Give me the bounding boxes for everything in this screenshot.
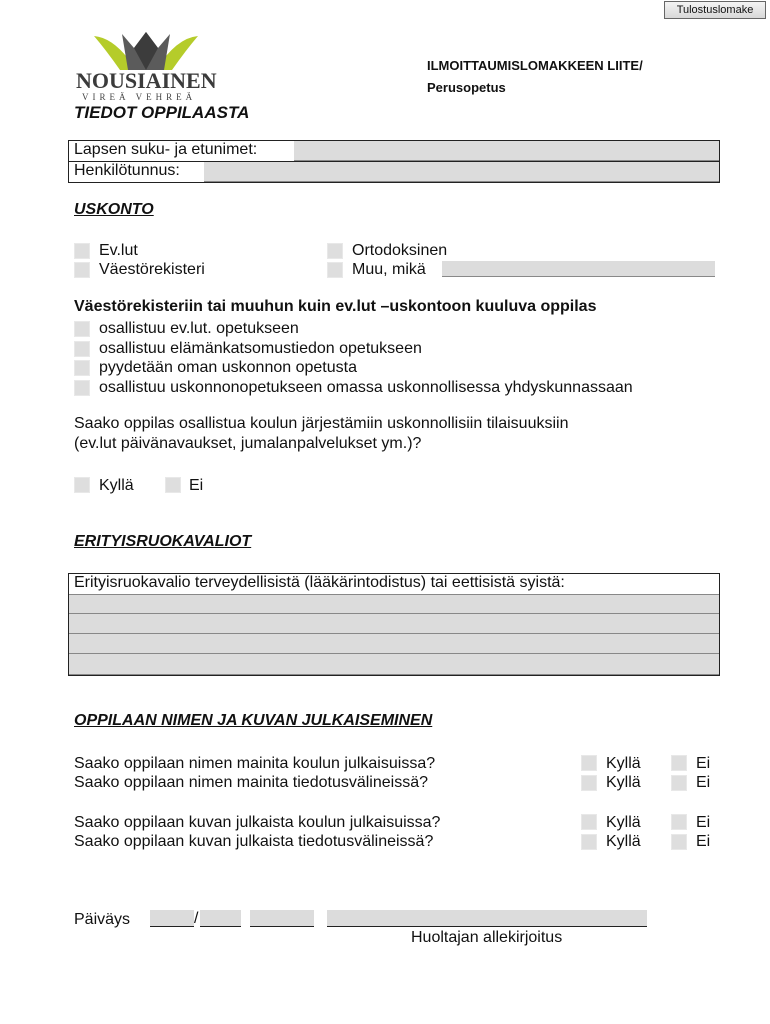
sub-option-checkbox-1[interactable]	[74, 321, 90, 337]
publish-question: Saako oppilaan kuvan julkaista tiedotusvälineissä?	[74, 833, 434, 850]
photo-media-no-checkbox[interactable]	[671, 834, 687, 850]
sub-option-label: pyydetään oman uskonnon opetusta	[99, 359, 357, 376]
publish-question: Saako oppilaan nimen mainita tiedotusvälineissä?	[74, 774, 428, 791]
religion-subheading: Väestörekisteriin tai muuhun kuin ev.lut –uskontoon kuuluva oppilas	[74, 298, 597, 315]
signature-field[interactable]	[327, 910, 647, 927]
photo-school-no-checkbox[interactable]	[671, 814, 687, 830]
other-religion-field[interactable]	[442, 261, 715, 277]
events-question-line1: Saako oppilas osallistua koulun järjestämiin uskonnollisiin tilaisuuksiin	[74, 415, 569, 432]
name-media-yes-checkbox[interactable]	[581, 775, 597, 791]
publish-question: Saako oppilaan kuvan julkaista koulun julkaisuissa?	[74, 814, 441, 831]
population-register-checkbox[interactable]	[74, 262, 90, 278]
diet-label: Erityisruokavalio terveydellisistä (lääkärintodistus) tai eettisistä syistä:	[74, 574, 565, 591]
yes-label: Kyllä	[606, 774, 641, 791]
name-media-no-checkbox[interactable]	[671, 775, 687, 791]
no-label: Ei	[696, 774, 711, 791]
diet-field-2[interactable]	[69, 614, 719, 634]
date-day-field[interactable]	[150, 910, 194, 927]
no-label: Ei	[696, 755, 711, 772]
photo-media-yes-checkbox[interactable]	[581, 834, 597, 850]
other-religion-checkbox[interactable]	[327, 262, 343, 278]
section-publish-heading: OPPILAAN NIMEN JA KUVAN JULKAISEMINEN	[74, 712, 433, 729]
yes-label: Kyllä	[606, 814, 641, 831]
name-school-no-checkbox[interactable]	[671, 755, 687, 771]
events-no-label: Ei	[189, 477, 204, 494]
other-religion-label: Muu, mikä	[352, 261, 426, 278]
date-year-field[interactable]	[250, 910, 314, 927]
no-label: Ei	[696, 833, 711, 850]
logo-name: NOUSIAINEN	[76, 68, 217, 93]
date-label: Päiväys	[74, 911, 131, 928]
print-form-button[interactable]: Tulostuslomake	[664, 1, 766, 19]
section-diet-heading: ERITYISRUOKAVALIOT	[74, 533, 252, 550]
photo-school-yes-checkbox[interactable]	[581, 814, 597, 830]
orthodox-checkbox[interactable]	[327, 243, 343, 259]
form-title: ILMOITTAUMISLOMAKKEEN LIITE/	[427, 58, 643, 73]
child-name-field[interactable]	[294, 141, 719, 161]
events-yes-label: Kyllä	[99, 477, 134, 494]
no-label: Ei	[696, 814, 711, 831]
events-yes-checkbox[interactable]	[74, 477, 90, 493]
signature-label: Huoltajan allekirjoitus	[411, 929, 563, 946]
date-separator: /	[194, 910, 199, 927]
orthodox-label: Ortodoksinen	[352, 242, 448, 259]
section-religion-heading: USKONTO	[74, 201, 154, 218]
personal-id-field[interactable]	[204, 162, 719, 182]
publish-question: Saako oppilaan nimen mainita koulun julkaisuissa?	[74, 755, 436, 772]
events-question-line2: (ev.lut päivänavaukset, jumalanpalvelukset ym.)?	[74, 435, 422, 452]
student-info-table	[68, 140, 720, 183]
diet-field-1[interactable]	[69, 594, 719, 614]
sub-option-checkbox-3[interactable]	[74, 360, 90, 376]
sub-option-checkbox-2[interactable]	[74, 341, 90, 357]
events-no-checkbox[interactable]	[165, 477, 181, 493]
name-label: Lapsen suku- ja etunimet:	[74, 141, 258, 158]
sub-option-label: osallistuu elämänkatsomustiedon opetukseen	[99, 340, 422, 357]
logo-tagline: VIREÄ VEHREÄ	[82, 92, 197, 102]
date-month-field[interactable]	[200, 910, 241, 927]
logo	[76, 30, 216, 106]
yes-label: Kyllä	[606, 833, 641, 850]
evlut-checkbox[interactable]	[74, 243, 90, 259]
id-label: Henkilötunnus:	[74, 162, 180, 179]
sub-option-label: osallistuu uskonnonopetukseen omassa uskonnollisessa yhdyskunnassaan	[99, 379, 633, 396]
form-subtitle: Perusopetus	[427, 80, 506, 95]
diet-field-3[interactable]	[69, 634, 719, 654]
evlut-label: Ev.lut	[99, 242, 138, 259]
sub-option-label: osallistuu ev.lut. opetukseen	[99, 320, 299, 337]
yes-label: Kyllä	[606, 755, 641, 772]
diet-field-4[interactable]	[69, 654, 719, 675]
name-school-yes-checkbox[interactable]	[581, 755, 597, 771]
diet-table	[68, 573, 720, 676]
sub-option-checkbox-4[interactable]	[74, 380, 90, 396]
section-student-heading: TIEDOT OPPILAASTA	[74, 103, 250, 122]
population-register-label: Väestörekisteri	[99, 261, 205, 278]
